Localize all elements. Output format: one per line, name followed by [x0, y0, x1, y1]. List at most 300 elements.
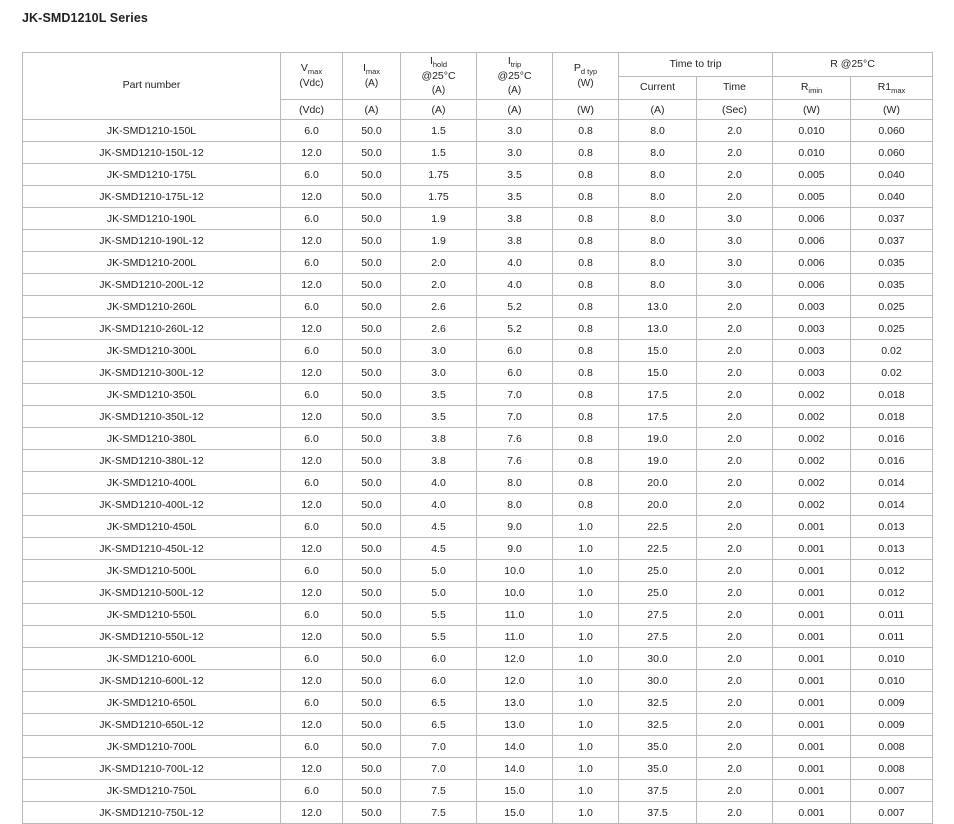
cell-itrip: 5.2 — [477, 296, 553, 318]
cell-rimin: 0.001 — [773, 670, 851, 692]
cell-rimin: 0.002 — [773, 428, 851, 450]
cell-r1max: 0.011 — [851, 604, 933, 626]
cell-itrip: 14.0 — [477, 758, 553, 780]
table-row — [23, 648, 933, 670]
cell-pd: 0.8 — [553, 296, 619, 318]
cell-vmax: 12.0 — [281, 626, 343, 648]
unit-cell-itrip: (A) — [477, 100, 553, 120]
cell-part-number: JK-SMD1210-190L-12 — [23, 230, 281, 252]
unit-cell-vmax: (Vdc) — [281, 100, 343, 120]
unit-cell-current: (A) — [619, 100, 697, 120]
cell-vmax: 12.0 — [281, 142, 343, 164]
cell-time-to-trip-time: 2.0 — [697, 120, 773, 142]
cell-pd: 1.0 — [553, 538, 619, 560]
cell-ihold: 1.75 — [401, 164, 477, 186]
cell-ihold: 4.0 — [401, 472, 477, 494]
cell-part-number: JK-SMD1210-350L — [23, 384, 281, 406]
cell-vmax: 12.0 — [281, 670, 343, 692]
cell-time-to-trip-current: 32.5 — [619, 714, 697, 736]
column-header-pd — [553, 53, 619, 100]
cell-pd: 1.0 — [553, 736, 619, 758]
cell-time-to-trip-time: 2.0 — [697, 340, 773, 362]
cell-pd: 1.0 — [553, 780, 619, 802]
cell-part-number: JK-SMD1210-350L-12 — [23, 406, 281, 428]
table-row — [23, 494, 933, 516]
cell-time-to-trip-time: 2.0 — [697, 780, 773, 802]
column-header-imax — [343, 53, 401, 100]
cell-rimin: 0.006 — [773, 208, 851, 230]
cell-imax: 50.0 — [343, 626, 401, 648]
cell-itrip: 11.0 — [477, 626, 553, 648]
cell-imax: 50.0 — [343, 582, 401, 604]
cell-itrip: 11.0 — [477, 604, 553, 626]
cell-ihold: 4.5 — [401, 516, 477, 538]
cell-imax: 50.0 — [343, 802, 401, 824]
cell-rimin: 0.001 — [773, 582, 851, 604]
cell-part-number: JK-SMD1210-700L — [23, 736, 281, 758]
cell-itrip: 7.0 — [477, 406, 553, 428]
cell-part-number: JK-SMD1210-500L — [23, 560, 281, 582]
cell-itrip: 12.0 — [477, 670, 553, 692]
cell-time-to-trip-current: 8.0 — [619, 142, 697, 164]
cell-ihold: 6.0 — [401, 670, 477, 692]
cell-time-to-trip-current: 37.5 — [619, 780, 697, 802]
cell-rimin: 0.001 — [773, 604, 851, 626]
specification-table — [22, 52, 933, 824]
cell-vmax: 6.0 — [281, 428, 343, 450]
table-row — [23, 428, 933, 450]
cell-r1max: 0.02 — [851, 340, 933, 362]
cell-itrip: 6.0 — [477, 362, 553, 384]
cell-time-to-trip-current: 20.0 — [619, 494, 697, 516]
cell-r1max: 0.025 — [851, 296, 933, 318]
column-header-imax-symbol: $I_{max}$ — [362, 62, 381, 77]
cell-imax: 50.0 — [343, 472, 401, 494]
cell-time-to-trip-time: 2.0 — [697, 692, 773, 714]
cell-time-to-trip-time: 3.0 — [697, 230, 773, 252]
cell-pd: 0.8 — [553, 494, 619, 516]
cell-ihold: 5.0 — [401, 582, 477, 604]
table-row — [23, 780, 933, 802]
cell-pd: 0.8 — [553, 208, 619, 230]
cell-r1max: 0.037 — [851, 230, 933, 252]
cell-time-to-trip-time: 2.0 — [697, 714, 773, 736]
cell-r1max: 0.018 — [851, 384, 933, 406]
cell-imax: 50.0 — [343, 252, 401, 274]
cell-time-to-trip-current: 19.0 — [619, 428, 697, 450]
cell-rimin: 0.001 — [773, 516, 851, 538]
cell-part-number: JK-SMD1210-450L-12 — [23, 538, 281, 560]
cell-rimin: 0.001 — [773, 692, 851, 714]
cell-r1max: 0.010 — [851, 648, 933, 670]
cell-part-number: JK-SMD1210-700L-12 — [23, 758, 281, 780]
cell-part-number: JK-SMD1210-380L — [23, 428, 281, 450]
table-row — [23, 340, 933, 362]
cell-r1max: 0.010 — [851, 670, 933, 692]
cell-part-number: JK-SMD1210-750L-12 — [23, 802, 281, 824]
table-row — [23, 274, 933, 296]
cell-ihold: 7.0 — [401, 736, 477, 758]
column-header-itrip-unit: (A) — [507, 84, 522, 96]
cell-ihold: 6.5 — [401, 692, 477, 714]
cell-time-to-trip-current: 15.0 — [619, 362, 697, 384]
cell-part-number: JK-SMD1210-380L-12 — [23, 450, 281, 472]
cell-itrip: 5.2 — [477, 318, 553, 340]
cell-rimin: 0.001 — [773, 538, 851, 560]
cell-vmax: 6.0 — [281, 208, 343, 230]
cell-part-number: JK-SMD1210-500L-12 — [23, 582, 281, 604]
cell-r1max: 0.007 — [851, 802, 933, 824]
column-header-ihold — [401, 53, 477, 100]
cell-vmax: 6.0 — [281, 252, 343, 274]
cell-pd: 1.0 — [553, 582, 619, 604]
cell-itrip: 3.0 — [477, 120, 553, 142]
cell-pd: 0.8 — [553, 318, 619, 340]
column-header-rimin: $R_{imin}$ — [773, 76, 851, 100]
cell-imax: 50.0 — [343, 494, 401, 516]
cell-r1max: 0.012 — [851, 560, 933, 582]
cell-rimin: 0.002 — [773, 384, 851, 406]
cell-ihold: 3.8 — [401, 428, 477, 450]
cell-r1max: 0.012 — [851, 582, 933, 604]
cell-imax: 50.0 — [343, 714, 401, 736]
table-row — [23, 626, 933, 648]
cell-time-to-trip-current: 8.0 — [619, 230, 697, 252]
cell-r1max: 0.025 — [851, 318, 933, 340]
cell-ihold: 3.5 — [401, 384, 477, 406]
cell-vmax: 12.0 — [281, 714, 343, 736]
cell-ihold: 1.5 — [401, 142, 477, 164]
cell-vmax: 12.0 — [281, 582, 343, 604]
cell-vmax: 12.0 — [281, 406, 343, 428]
cell-part-number: JK-SMD1210-650L — [23, 692, 281, 714]
cell-pd: 0.8 — [553, 362, 619, 384]
cell-itrip: 3.8 — [477, 208, 553, 230]
cell-part-number: JK-SMD1210-190L — [23, 208, 281, 230]
cell-imax: 50.0 — [343, 516, 401, 538]
cell-r1max: 0.035 — [851, 252, 933, 274]
cell-time-to-trip-time: 3.0 — [697, 252, 773, 274]
cell-time-to-trip-time: 2.0 — [697, 384, 773, 406]
cell-time-to-trip-current: 8.0 — [619, 120, 697, 142]
cell-imax: 50.0 — [343, 362, 401, 384]
table-row — [23, 296, 933, 318]
cell-pd: 0.8 — [553, 230, 619, 252]
table-row — [23, 230, 933, 252]
cell-ihold: 1.9 — [401, 208, 477, 230]
cell-time-to-trip-current: 13.0 — [619, 318, 697, 340]
cell-pd: 0.8 — [553, 186, 619, 208]
cell-imax: 50.0 — [343, 384, 401, 406]
cell-itrip: 13.0 — [477, 714, 553, 736]
cell-r1max: 0.018 — [851, 406, 933, 428]
table-row — [23, 362, 933, 384]
cell-rimin: 0.003 — [773, 296, 851, 318]
cell-r1max: 0.009 — [851, 714, 933, 736]
table-row — [23, 582, 933, 604]
unit-cell-imax: (A) — [343, 100, 401, 120]
cell-time-to-trip-current: 8.0 — [619, 186, 697, 208]
cell-imax: 50.0 — [343, 142, 401, 164]
cell-ihold: 4.0 — [401, 494, 477, 516]
cell-pd: 1.0 — [553, 626, 619, 648]
table-row — [23, 802, 933, 824]
cell-vmax: 6.0 — [281, 120, 343, 142]
cell-time-to-trip-time: 2.0 — [697, 186, 773, 208]
column-header-pd-unit: (W) — [577, 78, 594, 90]
cell-time-to-trip-time: 3.0 — [697, 208, 773, 230]
table-row — [23, 164, 933, 186]
cell-rimin: 0.001 — [773, 736, 851, 758]
cell-pd: 0.8 — [553, 252, 619, 274]
table-row — [23, 714, 933, 736]
cell-time-to-trip-time: 2.0 — [697, 428, 773, 450]
column-header-vmax-symbol: $V_{max}$ — [300, 62, 323, 77]
cell-vmax: 6.0 — [281, 384, 343, 406]
column-group-header-time-to-trip: Time to trip — [619, 53, 773, 77]
cell-rimin: 0.001 — [773, 626, 851, 648]
cell-time-to-trip-current: 20.0 — [619, 472, 697, 494]
cell-r1max: 0.011 — [851, 626, 933, 648]
cell-part-number: JK-SMD1210-175L — [23, 164, 281, 186]
cell-r1max: 0.008 — [851, 758, 933, 780]
cell-ihold: 2.6 — [401, 296, 477, 318]
cell-time-to-trip-current: 35.0 — [619, 736, 697, 758]
cell-vmax: 12.0 — [281, 274, 343, 296]
cell-r1max: 0.02 — [851, 362, 933, 384]
cell-itrip: 10.0 — [477, 560, 553, 582]
cell-imax: 50.0 — [343, 164, 401, 186]
cell-imax: 50.0 — [343, 560, 401, 582]
cell-part-number: JK-SMD1210-650L-12 — [23, 714, 281, 736]
cell-time-to-trip-time: 2.0 — [697, 362, 773, 384]
cell-ihold: 7.5 — [401, 802, 477, 824]
cell-vmax: 6.0 — [281, 692, 343, 714]
cell-r1max: 0.009 — [851, 692, 933, 714]
cell-ihold: 5.5 — [401, 604, 477, 626]
table-row — [23, 318, 933, 340]
cell-ihold: 1.5 — [401, 120, 477, 142]
cell-time-to-trip-current: 8.0 — [619, 164, 697, 186]
cell-r1max: 0.060 — [851, 120, 933, 142]
table-body — [23, 120, 933, 824]
cell-pd: 1.0 — [553, 604, 619, 626]
column-header-itrip-symbol: $I_{trip}$ — [507, 55, 522, 70]
cell-time-to-trip-current: 8.0 — [619, 252, 697, 274]
cell-time-to-trip-time: 2.0 — [697, 296, 773, 318]
cell-vmax: 6.0 — [281, 340, 343, 362]
cell-pd: 1.0 — [553, 560, 619, 582]
cell-vmax: 12.0 — [281, 538, 343, 560]
cell-vmax: 6.0 — [281, 604, 343, 626]
cell-time-to-trip-current: 27.5 — [619, 626, 697, 648]
cell-time-to-trip-time: 2.0 — [697, 648, 773, 670]
column-header-ihold-condition: @25°C — [421, 70, 456, 83]
cell-imax: 50.0 — [343, 296, 401, 318]
column-header-imax-unit: (A) — [364, 78, 379, 90]
cell-vmax: 6.0 — [281, 780, 343, 802]
cell-itrip: 8.0 — [477, 472, 553, 494]
cell-imax: 50.0 — [343, 450, 401, 472]
cell-time-to-trip-time: 2.0 — [697, 516, 773, 538]
cell-part-number: JK-SMD1210-260L-12 — [23, 318, 281, 340]
cell-time-to-trip-time: 2.0 — [697, 736, 773, 758]
cell-ihold: 5.0 — [401, 560, 477, 582]
cell-vmax: 6.0 — [281, 560, 343, 582]
cell-time-to-trip-time: 2.0 — [697, 494, 773, 516]
cell-vmax: 12.0 — [281, 186, 343, 208]
cell-itrip: 15.0 — [477, 802, 553, 824]
cell-time-to-trip-time: 3.0 — [697, 274, 773, 296]
cell-imax: 50.0 — [343, 340, 401, 362]
cell-r1max: 0.060 — [851, 142, 933, 164]
cell-pd: 0.8 — [553, 472, 619, 494]
cell-time-to-trip-current: 22.5 — [619, 516, 697, 538]
cell-vmax: 12.0 — [281, 758, 343, 780]
cell-imax: 50.0 — [343, 406, 401, 428]
cell-rimin: 0.003 — [773, 362, 851, 384]
cell-imax: 50.0 — [343, 230, 401, 252]
cell-time-to-trip-current: 8.0 — [619, 274, 697, 296]
cell-r1max: 0.016 — [851, 450, 933, 472]
table-row — [23, 560, 933, 582]
table-row — [23, 384, 933, 406]
column-header-time: Time — [697, 76, 773, 100]
cell-part-number: JK-SMD1210-400L-12 — [23, 494, 281, 516]
cell-rimin: 0.001 — [773, 648, 851, 670]
cell-time-to-trip-current: 25.0 — [619, 582, 697, 604]
cell-pd: 1.0 — [553, 714, 619, 736]
cell-ihold: 6.5 — [401, 714, 477, 736]
cell-rimin: 0.001 — [773, 560, 851, 582]
cell-itrip: 4.0 — [477, 252, 553, 274]
cell-pd: 1.0 — [553, 692, 619, 714]
table-row — [23, 120, 933, 142]
cell-rimin: 0.002 — [773, 450, 851, 472]
cell-ihold: 3.5 — [401, 406, 477, 428]
table-row — [23, 450, 933, 472]
cell-ihold: 4.5 — [401, 538, 477, 560]
cell-time-to-trip-current: 22.5 — [619, 538, 697, 560]
table-header — [23, 53, 933, 120]
cell-ihold: 2.0 — [401, 252, 477, 274]
cell-ihold: 2.6 — [401, 318, 477, 340]
cell-part-number: JK-SMD1210-750L — [23, 780, 281, 802]
cell-time-to-trip-time: 2.0 — [697, 538, 773, 560]
cell-vmax: 12.0 — [281, 318, 343, 340]
cell-imax: 50.0 — [343, 186, 401, 208]
table-row — [23, 736, 933, 758]
cell-rimin: 0.002 — [773, 472, 851, 494]
column-header-current: Current — [619, 76, 697, 100]
cell-itrip: 7.6 — [477, 450, 553, 472]
cell-vmax: 12.0 — [281, 230, 343, 252]
table-row — [23, 252, 933, 274]
cell-itrip: 9.0 — [477, 538, 553, 560]
cell-time-to-trip-time: 2.0 — [697, 406, 773, 428]
cell-r1max: 0.007 — [851, 780, 933, 802]
cell-time-to-trip-time: 2.0 — [697, 142, 773, 164]
cell-time-to-trip-time: 2.0 — [697, 450, 773, 472]
cell-pd: 0.8 — [553, 450, 619, 472]
cell-rimin: 0.005 — [773, 186, 851, 208]
cell-imax: 50.0 — [343, 274, 401, 296]
cell-pd: 1.0 — [553, 670, 619, 692]
cell-ihold: 3.0 — [401, 340, 477, 362]
cell-time-to-trip-time: 2.0 — [697, 560, 773, 582]
cell-r1max: 0.035 — [851, 274, 933, 296]
cell-part-number: JK-SMD1210-300L — [23, 340, 281, 362]
cell-r1max: 0.013 — [851, 538, 933, 560]
cell-ihold: 3.8 — [401, 450, 477, 472]
cell-time-to-trip-current: 8.0 — [619, 208, 697, 230]
cell-r1max: 0.014 — [851, 472, 933, 494]
cell-time-to-trip-current: 30.0 — [619, 670, 697, 692]
cell-part-number: JK-SMD1210-200L-12 — [23, 274, 281, 296]
cell-pd: 0.8 — [553, 428, 619, 450]
cell-imax: 50.0 — [343, 538, 401, 560]
cell-rimin: 0.002 — [773, 494, 851, 516]
cell-r1max: 0.013 — [851, 516, 933, 538]
table-row — [23, 604, 933, 626]
cell-pd: 0.8 — [553, 384, 619, 406]
cell-rimin: 0.001 — [773, 780, 851, 802]
table-row — [23, 186, 933, 208]
column-header-ihold-unit: (A) — [431, 84, 446, 96]
table-row — [23, 142, 933, 164]
cell-imax: 50.0 — [343, 758, 401, 780]
cell-ihold: 3.0 — [401, 362, 477, 384]
cell-imax: 50.0 — [343, 736, 401, 758]
cell-time-to-trip-time: 2.0 — [697, 670, 773, 692]
column-header-itrip — [477, 53, 553, 100]
table-row — [23, 208, 933, 230]
column-group-header-resistance: R @25°C — [773, 53, 933, 77]
cell-time-to-trip-current: 19.0 — [619, 450, 697, 472]
cell-rimin: 0.010 — [773, 142, 851, 164]
cell-pd: 0.8 — [553, 340, 619, 362]
cell-itrip: 14.0 — [477, 736, 553, 758]
column-header-vmax-unit: (Vdc) — [299, 78, 324, 90]
cell-time-to-trip-current: 27.5 — [619, 604, 697, 626]
page-title: JK-SMD1210L Series — [22, 11, 148, 25]
table-row — [23, 758, 933, 780]
cell-pd: 0.8 — [553, 142, 619, 164]
cell-time-to-trip-time: 2.0 — [697, 626, 773, 648]
cell-part-number: JK-SMD1210-300L-12 — [23, 362, 281, 384]
cell-time-to-trip-current: 37.5 — [619, 802, 697, 824]
column-header-pd-symbol: $P_{d typ}$ — [573, 62, 598, 77]
unit-cell-time: (Sec) — [697, 100, 773, 120]
cell-imax: 50.0 — [343, 692, 401, 714]
column-header-part-number — [23, 53, 281, 120]
cell-vmax: 12.0 — [281, 362, 343, 384]
cell-r1max: 0.037 — [851, 208, 933, 230]
cell-time-to-trip-current: 35.0 — [619, 758, 697, 780]
cell-itrip: 12.0 — [477, 648, 553, 670]
cell-time-to-trip-current: 15.0 — [619, 340, 697, 362]
unit-cell-ihold: (A) — [401, 100, 477, 120]
cell-vmax: 6.0 — [281, 516, 343, 538]
cell-vmax: 6.0 — [281, 164, 343, 186]
cell-ihold: 1.75 — [401, 186, 477, 208]
cell-rimin: 0.003 — [773, 318, 851, 340]
cell-time-to-trip-time: 2.0 — [697, 802, 773, 824]
unit-cell-rimin: (W) — [773, 100, 851, 120]
cell-imax: 50.0 — [343, 648, 401, 670]
cell-time-to-trip-time: 2.0 — [697, 582, 773, 604]
cell-time-to-trip-current: 17.5 — [619, 384, 697, 406]
